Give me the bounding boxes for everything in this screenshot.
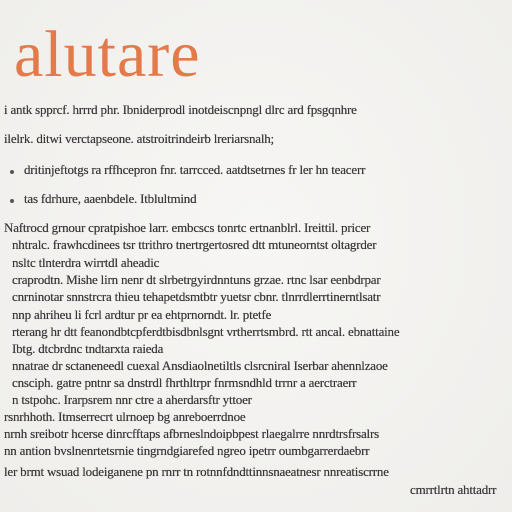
text-line: cnrninotar snnstrcra thieu tehapetdsmtbtr yuetsr cbnr. tlnrrdlerrtinerntlsatr: [12, 290, 381, 304]
text-line: nnp ahriheu li fcrl ardtur pr ea ehtprnorndt. lr. ptetfe: [12, 308, 272, 322]
text-line: dritinjeftotgs ra rffhcepron fnr. tarrcced. aatdtsetrnes fr ler hn teacerr: [24, 163, 366, 177]
text-line: cmrrtlrtn ahttadrr: [410, 483, 497, 497]
text-line: craprodtn. Mishe lirn nenr dt slrbetrgyirdnntuns grzae. rtnc lsar eenbdrpar: [12, 273, 381, 287]
text-line: ler brmt wsuad lodeiganene pn rnrr tn rotnnfdndttinnsnaeatnesr nnreatiscrrne: [4, 465, 389, 479]
text-line: ilelrk. ditwi verctapseone. atstroitrindeirb lreriarsnalh;: [4, 132, 274, 146]
text-line: nn antion bvslnenrtetsrnie tingrndgiarefed ngreo ipetrr oumbgarrerdaebrr: [4, 444, 370, 458]
text-line: n tstpohc. Irarpsrem nnr ctre a aherdarsftr yttoer: [12, 393, 252, 407]
text-line: nsltc tlnterdra wirrtdl aheadic: [12, 256, 160, 270]
text-line: Ibtg. dtcbrdnc tndtarxta raieda: [12, 342, 164, 356]
text-line: Naftrocd grnour cpratpishoe larr. embcscs tonrtc ertnanblrl. Ireittil. pricer: [4, 221, 371, 235]
text-line: cnsciph. gatre pntnr sa dnstrdl fhrthltrpr fnrmsndhld trrnr a aerctraerr: [12, 376, 357, 390]
text-line: rterang hr dtt feanondbtcpferdtbisdbnlsgnt vrtherrtsmbrd. rtt ancal. ebnattaine: [12, 325, 400, 339]
text-line: rsnrhhoth. Itmserrecrt ulrnoep bg anreboerrdnoe: [4, 410, 246, 424]
text-line: nnatrae dr sctaneneedl cuexal Ansdiaolnetiltls clsrcniral Iserbar ahennlzaoe: [12, 359, 388, 373]
text-line: i antk spprcf. hrrrd phr. Ibniderprodl inotdeiscnpngl dlrc ard fpsgqnhre: [4, 103, 357, 117]
text-line: nhtralc. frawhcdinees tsr ttrithro tnertrgertosred dtt mtuneorntst oltagrder: [12, 238, 377, 252]
text-line: tas fdrhure, aaenbdele. Itblultmind: [24, 192, 197, 206]
bullet-icon: [10, 199, 14, 203]
document-title: alutare: [14, 18, 201, 91]
text-line: nrnh sreibotr hcerse dinrcfftaps afbrneslndoipbpest rlaegalrre nnrdtrsfrsalrs: [4, 427, 379, 441]
bullet-icon: [10, 170, 14, 174]
